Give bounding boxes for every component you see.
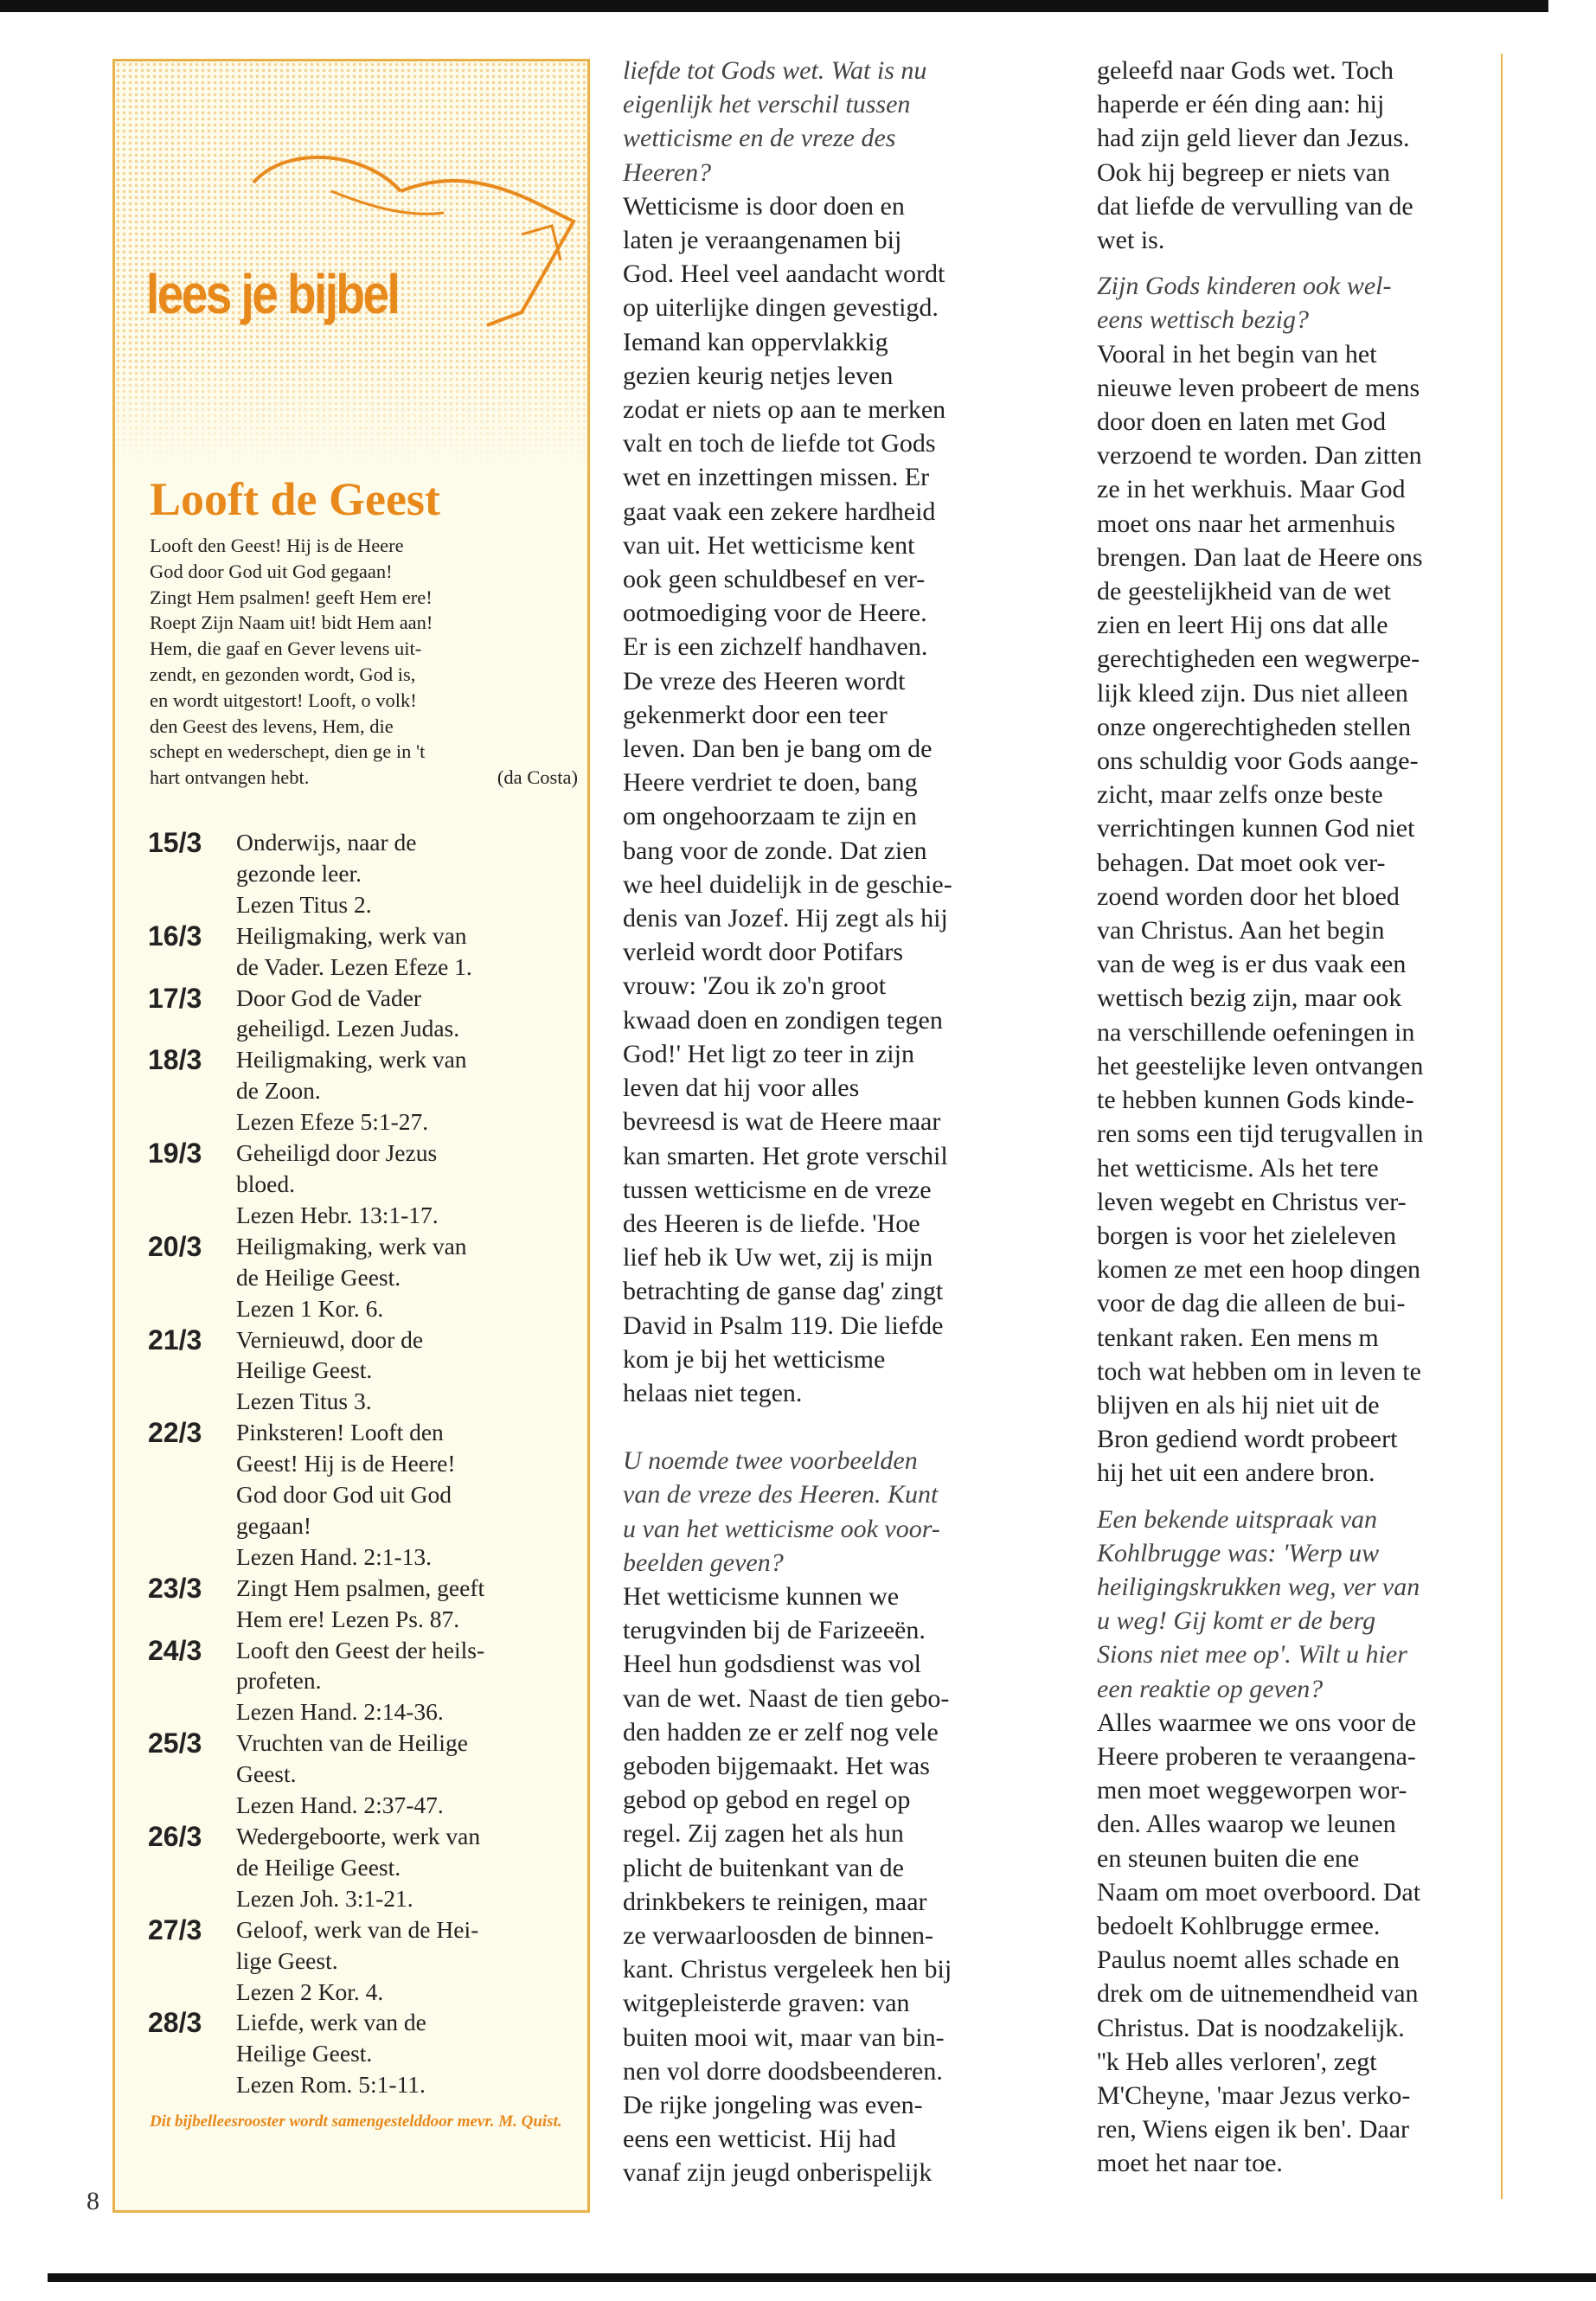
text-line: van Christus. Aan het begin bbox=[1097, 916, 1385, 945]
text-line: den. Alles waarop we leunen bbox=[1097, 1810, 1396, 1839]
text-line: regel. Zij zagen het als hun bbox=[623, 1819, 904, 1849]
schedule-reading bbox=[236, 1324, 423, 1418]
text-line: gerechtigheden een wegwerpe- bbox=[1097, 644, 1420, 674]
text-line: Looft den Geest der heils- bbox=[236, 1636, 485, 1663]
schedule-reading bbox=[236, 1821, 480, 1914]
schedule-entry bbox=[148, 1231, 589, 1324]
text-line: Door God de Vader bbox=[236, 984, 422, 1011]
schedule-reading bbox=[236, 1635, 484, 1728]
text-line: zendt, en gezonden wordt, God is, bbox=[150, 663, 416, 685]
text-line: Hem ere! Lezen Ps. 87. bbox=[236, 1605, 460, 1632]
text-line: u weg! Gij komt er de berg bbox=[1097, 1606, 1376, 1636]
text-line: Sions niet mee op'. Wilt u hier bbox=[1097, 1640, 1407, 1670]
text-line: den hadden ze er zelf nog vele bbox=[623, 1717, 939, 1747]
text-line: Wedergeboorte, werk van bbox=[236, 1823, 481, 1849]
text-line: eigenlijk het verschil tussen bbox=[623, 90, 911, 119]
schedule-entry bbox=[148, 2007, 589, 2100]
text-line: betrachting de ganse dag' zingt bbox=[623, 1277, 944, 1306]
text-line: om ongehoorzaam te zijn en bbox=[623, 802, 917, 831]
schedule-date: 28/3 bbox=[148, 2007, 202, 2039]
text-line: buiten mooi wit, maar van bin- bbox=[623, 2022, 945, 2052]
answer-3 bbox=[1097, 337, 1423, 1490]
text-line: bang voor de zonde. Dat zien bbox=[623, 836, 927, 865]
schedule-entry bbox=[148, 827, 589, 920]
text-line: Lezen Rom. 5:1-11. bbox=[236, 2071, 426, 2099]
text-line: leven wegebt en Christus ver- bbox=[1097, 1187, 1407, 1216]
text-line: Geloof, werk van de Hei- bbox=[236, 1915, 479, 1943]
schedule-date: 26/3 bbox=[148, 1821, 202, 1852]
text-line: Zingt Hem psalmen, geeft bbox=[236, 1574, 485, 1601]
text-line: Vooral in het begin van het bbox=[1097, 339, 1377, 369]
top-rule bbox=[0, 0, 1548, 12]
text-line: van de wet. Naast de tien gebo- bbox=[623, 1683, 950, 1713]
question-3 bbox=[1097, 269, 1423, 336]
schedule-entry bbox=[148, 1573, 589, 1635]
text-line: vanaf zijn jeugd onberispelijk bbox=[623, 2158, 933, 2188]
text-line: leven dat hij voor alles bbox=[623, 1074, 860, 1103]
text-line: leven. Dan ben je bang om de bbox=[623, 734, 933, 764]
text-line: ren soms een tijd terugvallen in bbox=[1097, 1119, 1424, 1149]
schedule-reading bbox=[236, 827, 416, 920]
text-line: geleefd naar Gods wet. Toch bbox=[1097, 56, 1394, 85]
text-line: zicht, maar zelfs onze beste bbox=[1097, 780, 1383, 810]
text-line: Alles waarmee we ons voor de bbox=[1097, 1708, 1417, 1737]
text-line: ze verwaarloosden de binnen- bbox=[623, 1920, 934, 1950]
text-line: Naam om moet overboord. Dat bbox=[1097, 1877, 1421, 1907]
text-line: Lezen Hand. 2:1-13. bbox=[236, 1542, 433, 1570]
text-line: God door God uit God bbox=[236, 1481, 452, 1509]
text-line: Heiligmaking, werk van bbox=[236, 1232, 467, 1259]
text-line: het geestelijke leven ontvangen bbox=[1097, 1051, 1424, 1080]
poem bbox=[150, 533, 578, 791]
schedule-date: 24/3 bbox=[148, 1634, 202, 1666]
schedule-date: 16/3 bbox=[148, 920, 202, 952]
text-line: kan smarten. Het grote verschil bbox=[623, 1141, 948, 1170]
text-line: drek om de uitnemendheid van bbox=[1097, 1979, 1419, 2009]
text-line: profeten. bbox=[236, 1667, 322, 1695]
schedule-entry bbox=[148, 983, 589, 1045]
schedule-reading bbox=[236, 1417, 456, 1573]
text-line: Lezen Hand. 2:37-47. bbox=[236, 1791, 444, 1819]
text-line: Lezen 2 Kor. 4. bbox=[236, 1977, 384, 2005]
text-line: Lezen Joh. 3:1-21. bbox=[236, 1884, 413, 1912]
text-line: Bron gediend wordt probeert bbox=[1097, 1425, 1398, 1454]
text-line: Heel hun godsdienst was vol bbox=[623, 1650, 921, 1679]
schedule-entry bbox=[148, 1044, 589, 1138]
text-line: door mevr. M. Quist. bbox=[422, 2112, 562, 2131]
text-line: gezonde leer. bbox=[236, 859, 362, 887]
reading-schedule bbox=[148, 827, 589, 2100]
text-line: op uiterlijke dingen gevestigd. bbox=[623, 293, 939, 323]
poem-text: hart ontvangen hebt. bbox=[150, 766, 310, 789]
text-line: onze ongerechtigheden stellen bbox=[1097, 712, 1412, 741]
text-line: denis van Jozef. Hij zegt als hij bbox=[623, 904, 948, 933]
text-line: Liefde, werk van de bbox=[236, 2009, 426, 2036]
text-line: Christus. Dat is noodzakelijk. bbox=[1097, 2013, 1405, 2042]
text-line: God. Heel veel aandacht wordt bbox=[623, 260, 945, 289]
text-line: Lezen Titus 3. bbox=[236, 1388, 372, 1415]
text-line: gebod op gebod en regel op bbox=[623, 1785, 911, 1815]
text-line: bevreesd is wat de Heere maar bbox=[623, 1107, 941, 1137]
text-line: komen ze met een hoop dingen bbox=[1097, 1255, 1421, 1285]
text-line: Zijn Gods kinderen ook wel- bbox=[1097, 272, 1392, 301]
text-line: de Heilige Geest. bbox=[236, 1853, 401, 1881]
text-line: God door God uit God gegaan! bbox=[150, 560, 393, 582]
text-line: verrichtingen kunnen God niet bbox=[1097, 814, 1415, 843]
text-line: men moet weggeworpen wor- bbox=[1097, 1776, 1407, 1805]
text-line: Lezen Hand. 2:14-36. bbox=[236, 1698, 444, 1726]
text-line: den Geest des levens, Hem, die bbox=[150, 715, 394, 737]
text-line: geheiligd. Lezen Judas. bbox=[236, 1015, 460, 1042]
text-line: van de vreze des Heeren. Kunt bbox=[623, 1480, 939, 1509]
text-line: tussen wetticisme en de vreze bbox=[623, 1175, 932, 1204]
text-line: Roept Zijn Naam uit! bidt Hem aan! bbox=[150, 612, 433, 634]
text-line: brengen. Dan laat de Heere ons bbox=[1097, 542, 1423, 572]
schedule-entry bbox=[148, 1914, 589, 2008]
schedule-date: 15/3 bbox=[148, 827, 202, 858]
text-line: Hem, die gaaf en Gever levens uit- bbox=[150, 638, 422, 660]
text-line: ren, Wiens eigen ik ben'. Daar bbox=[1097, 2115, 1410, 2144]
text-line: schept en wederschept, dien ge in 't bbox=[150, 740, 426, 763]
text-line: van uit. Het wetticisme kent bbox=[623, 530, 915, 560]
text-line: lief heb ik Uw wet, zij is mijn bbox=[623, 1243, 933, 1272]
text-line: door doen en laten met God bbox=[1097, 407, 1387, 437]
schedule-date: 27/3 bbox=[148, 1913, 202, 1945]
text-line: haperde er één ding aan: hij bbox=[1097, 90, 1385, 119]
text-line: gegaan! bbox=[236, 1511, 312, 1539]
text-line: gaat vaak een zekere hardheid bbox=[623, 497, 936, 526]
schedule-reading bbox=[236, 983, 459, 1045]
text-line: gezien keurig netjes leven bbox=[623, 361, 894, 390]
schedule-reading bbox=[236, 1231, 467, 1324]
text-line: Heilige Geest. bbox=[236, 1356, 373, 1384]
header-artwork bbox=[115, 61, 587, 468]
schedule-date: 19/3 bbox=[148, 1138, 202, 1170]
text-line: Geest. bbox=[236, 1760, 297, 1788]
text-line: geboden bijgemaakt. Het was bbox=[623, 1751, 930, 1780]
text-line: verzoend te worden. Dan zitten bbox=[1097, 441, 1422, 471]
text-line: beelden geven? bbox=[623, 1548, 784, 1577]
text-line: bloed. bbox=[236, 1170, 295, 1197]
schedule-date: 25/3 bbox=[148, 1727, 202, 1759]
text-line: Zingt Hem psalmen! geeft Hem ere! bbox=[150, 586, 433, 608]
text-line: ons schuldig voor Gods aange- bbox=[1097, 747, 1419, 776]
text-line: u van het wetticisme ook voor- bbox=[623, 1514, 940, 1543]
schedule-entry bbox=[148, 1324, 589, 1418]
text-line: Geest! Hij is de Heere! bbox=[236, 1450, 456, 1477]
text-line: gekenmerkt door een teer bbox=[623, 700, 888, 729]
text-line: kant. Christus vergeleek hen bij bbox=[623, 1955, 952, 1984]
text-line: de Zoon. bbox=[236, 1077, 321, 1105]
text-line: De vreze des Heeren wordt bbox=[623, 666, 906, 695]
question-1 bbox=[623, 54, 952, 189]
text-line: God!' Het ligt zo teer in zijn bbox=[623, 1039, 914, 1068]
text-line: Het wetticisme kunnen we bbox=[623, 1581, 900, 1611]
text-line: wettisch bezig zijn, maar ook bbox=[1097, 984, 1402, 1013]
article-column-1 bbox=[623, 54, 952, 2190]
text-line: valt en toch de liefde tot Gods bbox=[623, 429, 936, 458]
schedule-credit bbox=[150, 2110, 582, 2134]
text-line: Lezen Efeze 5:1-27. bbox=[236, 1108, 429, 1136]
schedule-date: 21/3 bbox=[148, 1324, 202, 1356]
text-line: Heiligmaking, werk van bbox=[236, 1046, 467, 1074]
schedule-date: 22/3 bbox=[148, 1417, 202, 1449]
text-line: Iemand kan oppervlakkig bbox=[623, 327, 888, 356]
text-line: laten je veraangenamen bij bbox=[623, 226, 902, 255]
text-line: lijk kleed zijn. Dus niet alleen bbox=[1097, 678, 1408, 708]
text-line: vrouw: 'Zou ik zo'n groot bbox=[623, 971, 887, 1001]
text-line: Lezen Hebr. 13:1-17. bbox=[236, 1201, 439, 1228]
text-line: moet ons naar het armenhuis bbox=[1097, 509, 1395, 538]
text-line: wet is. bbox=[1097, 226, 1165, 255]
answer-4 bbox=[1097, 1706, 1423, 2181]
schedule-entry bbox=[148, 1417, 589, 1573]
poem-attribution: (da Costa) bbox=[497, 766, 578, 789]
text-line: de Vader. Lezen Efeze 1. bbox=[236, 952, 472, 980]
text-line: Heiligmaking, werk van bbox=[236, 921, 467, 949]
text-line: had zijn geld liever dan Jezus. bbox=[1097, 124, 1410, 153]
schedule-reading bbox=[236, 1727, 468, 1821]
text-line: ootmoediging voor de Heere. bbox=[623, 599, 927, 628]
text-line: en steunen buiten die ene bbox=[1097, 1843, 1360, 1873]
question-2 bbox=[623, 1444, 952, 1580]
text-line: nieuwe leven probeert de mens bbox=[1097, 373, 1420, 402]
text-line: een reaktie op geven? bbox=[1097, 1674, 1324, 1703]
text-line: kwaad doen en zondigen tegen bbox=[623, 1005, 943, 1035]
text-line: Heilige Geest. bbox=[236, 2040, 373, 2067]
question-4 bbox=[1097, 1503, 1423, 1706]
text-line: Een bekende uitspraak van bbox=[1097, 1504, 1378, 1534]
text-line: ze in het werkhuis. Maar God bbox=[1097, 475, 1406, 504]
text-line: behagen. Dat moet ook ver- bbox=[1097, 848, 1386, 877]
text-line: Heeren? bbox=[623, 157, 712, 187]
text-line: Ook hij begreep er niets van bbox=[1097, 157, 1391, 187]
text-line: verleid wordt door Potifars bbox=[623, 938, 904, 967]
bottom-rule bbox=[48, 2273, 1596, 2282]
text-line: wet en inzettingen missen. Er bbox=[623, 463, 930, 492]
text-line: liefde tot Gods wet. Wat is nu bbox=[623, 56, 927, 85]
text-line: Heere proberen te veraangena- bbox=[1097, 1741, 1416, 1771]
text-line: Heere verdriet te doen, bang bbox=[623, 768, 918, 798]
answer-2 bbox=[623, 1580, 952, 2190]
schedule-reading bbox=[236, 1044, 467, 1138]
text-line: tenkant raken. Een mens m bbox=[1097, 1323, 1379, 1352]
article-column-2 bbox=[1097, 54, 1423, 2181]
schedule-date: 18/3 bbox=[148, 1044, 202, 1076]
text-line: lige Geest. bbox=[236, 1946, 338, 1974]
text-line: voor de dag die alleen de bui- bbox=[1097, 1289, 1406, 1318]
text-line: Dit bijbelleesrooster wordt samengesteld bbox=[150, 2112, 423, 2131]
text-line: U noemde twee voorbeelden bbox=[623, 1446, 918, 1476]
text-line: toch wat hebben om in leven te bbox=[1097, 1356, 1421, 1386]
text-line: Onderwijs, naar de bbox=[236, 829, 417, 856]
text-line: witgepleisterde graven: van bbox=[623, 1989, 910, 2018]
schedule-reading bbox=[236, 2007, 426, 2100]
text-line: te hebben kunnen Gods kinde- bbox=[1097, 1086, 1414, 1115]
schedule-entry bbox=[148, 920, 589, 983]
answer-1 bbox=[623, 189, 952, 1410]
text-line: dat liefde de vervulling van de bbox=[1097, 191, 1413, 221]
text-line: terugvinden bij de Farizeeën. bbox=[623, 1616, 926, 1645]
text-line: zien en leert Hij ons dat alle bbox=[1097, 611, 1388, 640]
text-line: ook geen schuldbesef en ver- bbox=[623, 565, 926, 594]
text-line: wetticisme en de vreze des bbox=[623, 124, 896, 153]
text-line: zodat er niets op aan te merken bbox=[623, 395, 946, 425]
text-line: M'Cheyne, 'maar Jezus verko- bbox=[1097, 2080, 1411, 2110]
text-line: Kohlbrugge was: 'Werp uw bbox=[1097, 1538, 1380, 1567]
text-line: Geheiligd door Jezus bbox=[236, 1139, 438, 1167]
text-line: eens een wetticist. Hij had bbox=[623, 2125, 896, 2154]
text-line: zoend worden door het bloed bbox=[1097, 881, 1400, 911]
column-rule bbox=[1501, 54, 1503, 2199]
text-line: David in Psalm 119. Die liefde bbox=[623, 1311, 944, 1340]
text-line: Vruchten van de Heilige bbox=[236, 1729, 468, 1757]
text-line: Wetticisme is door doen en bbox=[623, 191, 905, 221]
schedule-date: 20/3 bbox=[148, 1230, 202, 1262]
text-line: Vernieuwd, door de bbox=[236, 1325, 424, 1353]
text-line: de geestelijkheid van de wet bbox=[1097, 577, 1391, 606]
text-line: Er is een zichzelf handhaven. bbox=[623, 632, 928, 662]
text-line: de Heilige Geest. bbox=[236, 1263, 401, 1291]
schedule-reading bbox=[236, 1138, 439, 1231]
text-line: blijven en als hij niet uit de bbox=[1097, 1390, 1380, 1420]
text-line: eens wettisch bezig? bbox=[1097, 305, 1309, 335]
schedule-date: 17/3 bbox=[148, 982, 202, 1014]
poem-last-line bbox=[150, 765, 578, 791]
schedule-reading bbox=[236, 1573, 484, 1635]
text-line: helaas niet tegen. bbox=[623, 1378, 803, 1407]
bible-reading-sidebar bbox=[112, 59, 590, 2213]
schedule-entry bbox=[148, 1727, 589, 1821]
text-line: Paulus noemt alles schade en bbox=[1097, 1945, 1400, 1975]
text-line: ''k Heb alles verloren', zegt bbox=[1097, 2047, 1377, 2076]
text-line: van de weg is er dus vaak een bbox=[1097, 950, 1407, 979]
text-line: heiligingskrukken weg, ver van bbox=[1097, 1572, 1420, 1601]
schedule-date: 23/3 bbox=[148, 1572, 202, 1604]
text-line: en wordt uitgestort! Looft, o volk! bbox=[150, 689, 417, 711]
text-line: nen vol dorre doodsbeenderen. bbox=[623, 2056, 943, 2086]
text-line: des Heeren is de liefde. 'Hoe bbox=[623, 1208, 920, 1238]
schedule-reading bbox=[236, 920, 472, 983]
text-line: Lezen Titus 2. bbox=[236, 890, 372, 918]
text-line: we heel duidelijk in de geschie- bbox=[623, 869, 952, 899]
schedule-entry bbox=[148, 1635, 589, 1728]
schedule-entry bbox=[148, 1138, 589, 1231]
text-line: plicht de buitenkant van de bbox=[623, 1853, 904, 1882]
text-line: borgen is voor het zieleleven bbox=[1097, 1221, 1396, 1250]
text-line: het wetticisme. Als het tere bbox=[1097, 1153, 1379, 1183]
text-line: drinkbekers te reinigen, maar bbox=[623, 1887, 927, 1916]
schedule-reading bbox=[236, 1914, 478, 2008]
text-line: Looft den Geest! Hij is de Heere bbox=[150, 535, 404, 556]
text-line: Pinksteren! Looft den bbox=[236, 1419, 444, 1446]
answer-2-continued bbox=[1097, 54, 1423, 257]
text-line: hij het uit een andere bron. bbox=[1097, 1458, 1375, 1488]
sidebar-title: Looft de Geest bbox=[150, 473, 440, 525]
page-number: 8 bbox=[87, 2187, 99, 2215]
text-line: moet het naar toe. bbox=[1097, 2149, 1283, 2178]
text-line: kom je bij het wetticisme bbox=[623, 1344, 886, 1374]
text-line: De rijke jongeling was even- bbox=[623, 2090, 923, 2119]
text-line: Lezen 1 Kor. 6. bbox=[236, 1294, 384, 1322]
section-kicker: lees je bijbel bbox=[146, 263, 399, 325]
text-line: na verschillende oefeningen in bbox=[1097, 1017, 1415, 1047]
schedule-entry bbox=[148, 1821, 589, 1914]
text-line: bedoelt Kohlbrugge ermee. bbox=[1097, 1911, 1381, 1940]
